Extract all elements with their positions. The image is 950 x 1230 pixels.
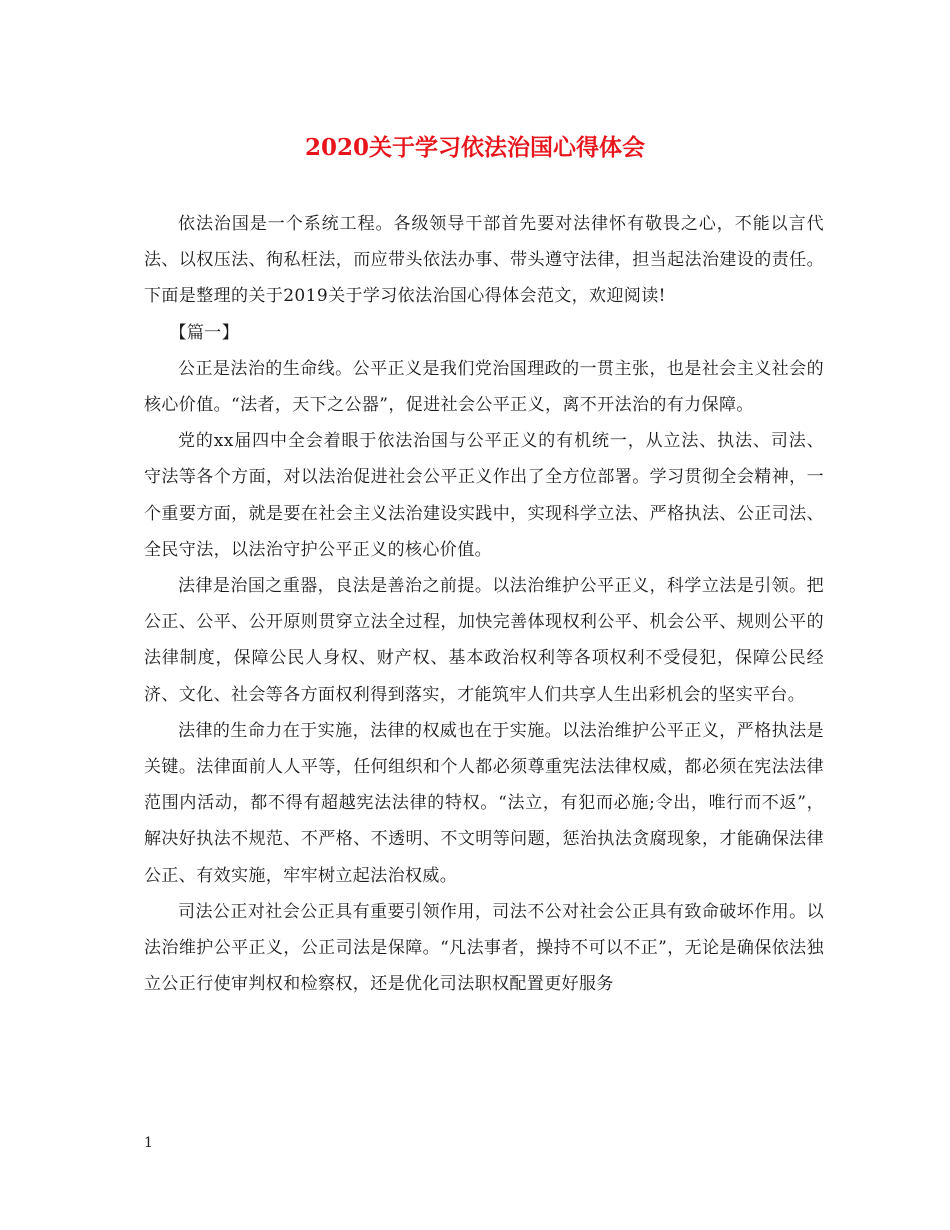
intro-paragraph: 依法治国是一个系统工程。各级领导干部首先要对法律怀有敬畏之心，不能以言代法、以权压法、徇私枉法，而应带头依法办事、带头遵守法律，担当起法治建设的责任。下面是整理的关于2019关于学习依法治国心得体会范文，欢迎阅读! xyxy=(144,214,824,307)
body-paragraph: 法律的生命力在于实施，法律的权威也在于实施。以法治维护公平正义，严格执法是关键。法律面前人人平等，任何组织和个人都必须尊重宪法法律权威，都必须在宪法法律范围内活动，都不得有超越宪法法律的特权。“法立，有犯而必施;令出，唯行而不返”，解决好执法不规范、不严格、不透明、不文明等问题，惩治执法贪腐现象，才能确保法律公正、有效实施，牢牢树立起法治权威。 xyxy=(144,720,824,886)
page-number: 1 xyxy=(144,1135,153,1151)
body-paragraph: 党的xx届四中全会着眼于依法治国与公平正义的有机统一，从立法、执法、司法、守法等各个方面，对以法治促进社会公平正义作出了全方位部署。学习贯彻全会精神，一个重要方面，就是要在社会主义法治建设实践中，实现科学立法、严格执法、公正司法、全民守法，以法治守护公平正义的核心价值。 xyxy=(144,431,824,560)
section-heading: 【篇一】 xyxy=(169,322,240,343)
document-body xyxy=(144,206,824,1002)
body-paragraph: 司法公正对社会公正具有重要引领作用，司法不公对社会公正具有致命破坏作用。以法治维护公平正义，公正司法是保障。“凡法事者，操持不可以不正”，无论是确保依法独立公正行使审判权和检察权，还是优化司法职权配置更好服务 xyxy=(144,901,824,995)
document-title: 2020关于学习依法治国心得体会 xyxy=(304,134,645,161)
body-paragraph: 法律是治国之重器，良法是善治之前提。以法治维护公平正义，科学立法是引领。把公正、公平、公开原则贯穿立法全过程，加快完善体现权利公平、机会公平、规则公平的法律制度，保障公民人身权、财产权、基本政治权利等各项权利不受侵犯，保障公民经济、文化、社会等各方面权利得到落实，才能筑牢人们共享人生出彩机会的坚实平台。 xyxy=(144,576,824,705)
body-paragraph: 公正是法治的生命线。公平正义是我们党治国理政的一贯主张，也是社会主义社会的核心价值。“法者，天下之公器”，促进社会公平正义，离不开法治的有力保障。 xyxy=(144,358,824,416)
